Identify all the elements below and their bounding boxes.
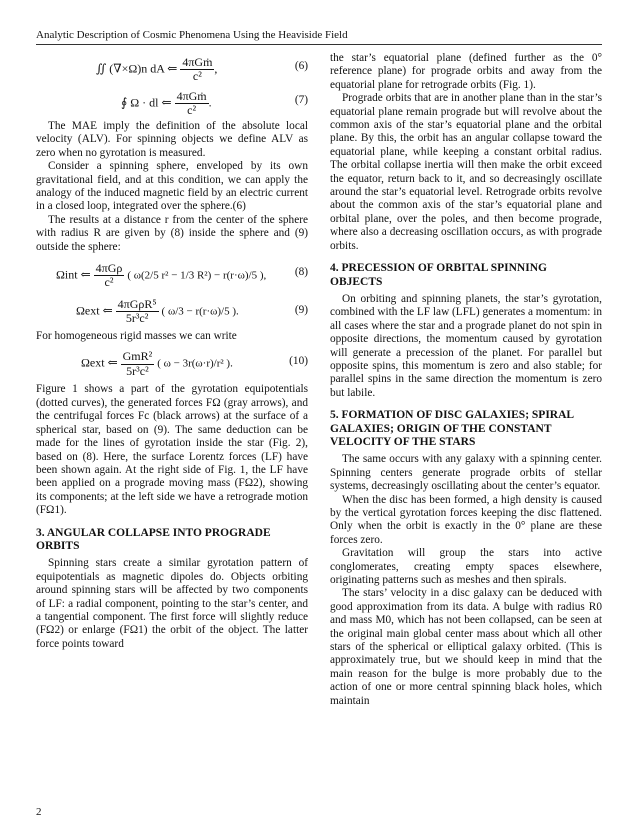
paragraph-figure-1: Figure 1 shows a part of the gyrotation equipotentials (dotted curves), the generated forces FΩ (gray arrows), and the centrifugal forces Fc (black arrows) at the surface of a spherical star, based on (9). The same deduction can be made for the lines of gyrotation inside the star (Fig. 2), based on (8). Here, the surface Lorentz forces (LF) have been shown again. At the right side of Fig. 1, the LF have been applied on a prograde moving mass (FΩ2), showing its components; at the left side we have a retrograde motion (FΩ1). [36, 383, 308, 517]
paragraph-gravitation: Gravitation will group the stars into active conglomerates, creating empty spaces elsewhere, originating patterns such as meshes and then spirals. [330, 547, 602, 587]
paragraph-mae: The MAE imply the definition of the absolute local velocity (ALV). For spinning objects we define ALV as zero when no gyrotation is measured. [36, 120, 308, 159]
paragraph-precession: On orbiting and spinning planets, the star’s gyrotation, combined with the LF law (LFL) generates a momentum: in all cases where the star and a prograde planet do not spin in opposite directions, the momentum caused by gyrotation will generate a precession of the planet. For parallel but opposite spins, this momentum is zero and also stable; for parallel spins in the same direction the momentum is zero but labile. [330, 292, 603, 399]
eq6-label: (6) [294, 60, 308, 72]
paragraph-spinning-stars: Spinning stars create a similar gyrotation pattern of equipotentials as magnetic dipoles do. Objects orbiting around spinning stars will be affected by two components of LF: a radial component, pointing to the star’s center, and a tangential component. The first force will slightly reduce (FΩ2) or enlarge (FΩ1) the orbit of the object. The latter force points toward [36, 557, 308, 650]
eq8-body: ( ω(2/5 r² − 1/3 R²) − r(r·ω)/5 ), [127, 269, 267, 282]
section-4-heading: 4. PRECESSION OF ORBITAL SPINNING OBJECTS [330, 262, 547, 288]
equation-6: ∬ (∇×Ω)n dA ⇐ $\frac{\text{4πGṁ}}{\text{c²}}$ , (6) [96, 55, 308, 84]
paragraph-homogeneous: For homogeneous rigid masses we can write [36, 330, 237, 343]
paragraph-spinning-sphere: Consider a spinning sphere, enveloped by its own gravitational field, and at this condition, we can apply the analogy of the induced magnetic field by an electric current in a closed loop, integrated over the sphere.(6) [36, 160, 308, 213]
eq7-lhs: ∮ Ω · dl ⇐ [121, 95, 172, 110]
running-header: Analytic Description of Cosmic Phenomena Using the Heaviside Field [36, 29, 602, 45]
paragraph-prograde-orbits: Prograde orbits that are in another plane than in the star’s equatorial plane remain prograde but will revolve about the common axis of the star’s equatorial plane and the orbital plane. By this, the orbit has an angular collapse toward the equatorial plane, while keeping a constant orbital radius. The orbital collapse inertia will then make the orbit exceed the equator, return back to it, and so decreasingly oscillate around the star’s equatorial level. Retrograde orbits revolve about the common axis of the star’s equatorial plane and orbital plane, over the poles, and then become prograde, where also a decreasing oscillation occurs, as with prograde orbits. [330, 92, 602, 252]
left-column [36, 52, 308, 651]
eq10-body: ( ω − 3r(ω·r)/r² ). [157, 358, 233, 371]
section-5-heading: 5. FORMATION OF DISC GALAXIES; SPIRAL GALAXIES; ORIGIN OF THE CONSTANT VELOCITY OF THE STARS [330, 409, 574, 448]
eq8-fraction: $\frac{\text{4πGρ}}{\text{c²}}$ [95, 261, 123, 290]
equation-9 [36, 292, 308, 330]
eq8-label: (8) [294, 266, 308, 279]
section-3-heading: 3. ANGULAR COLLAPSE INTO PROGRADE ORBITS [36, 526, 271, 552]
equation-7: ∮ Ω · dl ⇐ $\frac{\text{4πGṁ}}{\text{c²}}$ . (7) [121, 89, 308, 118]
paragraph-equatorial-plane: the star’s equatorial plane (defined further as the 0° reference plane) for prograde orbits and away from the equatorial plane for retrograde orbits (Fig. 1). [330, 52, 602, 91]
eq10-fraction: $\frac{\text{GmR²}}{\text{5r³c²}}$ [122, 349, 153, 378]
paragraph-star-velocity: The stars’ velocity in a disc galaxy can be deduced with good approximation from its data. A bulge with radius R0 and mass M0, which has not been collapsed, can be seen at the original main global center mass about which all other stars of the spherical or elliptical galaxy orbited. (This is approximately true, but we should keep in mind that the main reason for the bulge is more probably due to the action of one or more central spinning black holes, which maintain [330, 587, 602, 707]
right-column [330, 52, 602, 708]
eq9-body: ( ω/3 − r(r·ω)/5 ). [161, 305, 239, 318]
equation-10 [36, 343, 308, 383]
paragraph-galaxy-center: The same occurs with any galaxy with a spinning center. Spinning centers generate prograde orbits of stellar systems, decreasingly oscillating about the center’s equator. [330, 453, 602, 493]
eq9-label: (9) [294, 304, 308, 317]
paragraph-results: The results at a distance r from the center of the sphere with radius R are given by (8) inside the sphere and (9) outside the sphere: [36, 213, 308, 253]
eq9-fraction: $\frac{\text{4πGρR⁵}}{\text{5r³c²}}$ [117, 297, 157, 326]
eq6-fraction: $\frac{\text{4πGṁ}}{\text{c²}}$ [182, 55, 213, 84]
paragraph-disc-density: When the disc has been formed, a high density is caused by the vertical gyrotation forces keeping the disc flattened. Only when the orbit is exactly in the 0° plane are these forces zero. [330, 493, 602, 546]
eq9-lhs: Ωext ⇐ [76, 303, 113, 318]
equation-8 [36, 254, 308, 292]
eq8-lhs: Ωint ⇐ [56, 267, 91, 282]
eq10-label: (10) [289, 355, 308, 368]
eq6-lhs: ∬ (∇×Ω)n dA ⇐ [96, 61, 178, 76]
eq10-lhs: Ωext ⇐ [81, 356, 118, 371]
eq7-label: (7) [294, 94, 308, 106]
page-number: 2 [36, 806, 42, 818]
eq7-fraction: $\frac{\text{4πGṁ}}{\text{c²}}$ [176, 89, 207, 118]
